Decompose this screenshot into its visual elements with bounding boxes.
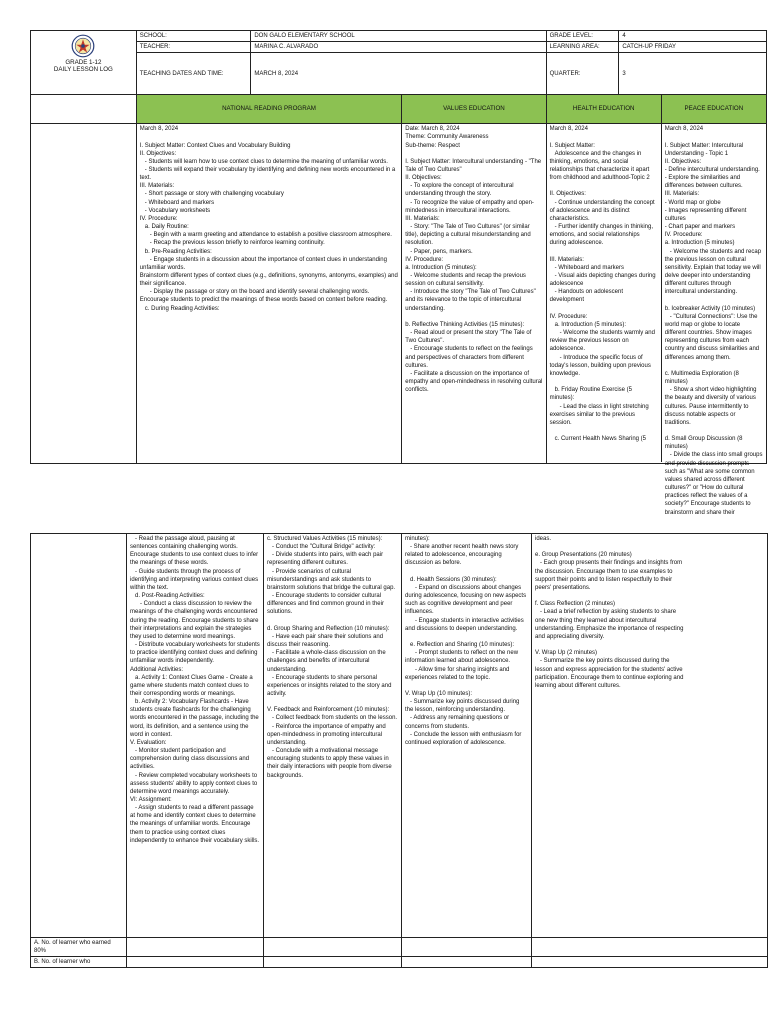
row-a-label: A. No. of learner who earned 80% [31, 938, 127, 957]
row-a-health [402, 938, 532, 957]
values-plan-cell [402, 124, 546, 464]
reading-plan-text: March 8, 2024 I. Subject Matter: Context Clues and Vocabulary Building II. Objectives: - Students will learn how to use context clues to determine the meaning of unfamiliar words. - Students will expand their vocabulary by identifying and defining new words encountered in a text. III. Materials: - Short passage or story with challenging vocabulary - Whiteboard and markers - Vocabulary worksheets IV. Procedure: a. Daily Routine: - Begin with a warm greeting and attendance to establish a positive classroom atmosphere. - Recap the previous lesson briefly to reinforce learning continuity. b. Pre-Reading Activities: - Engage students in a discussion about the importance of context clues in understanding unfamiliar words. Brainstorm different types of context clues (e.g., definitions, synonyms, antonyms, examples) and their significance. - Display the passage or story on the board and identify several challenging words. Encourage students to predict the meanings of these words based on context before reading. c. During Reading Activities: [139, 126, 398, 312]
row-label-content [31, 124, 137, 464]
reading-plan-cell [136, 124, 402, 464]
row-a-values [264, 938, 402, 957]
learning-area-label: LEARNING AREA: [546, 42, 619, 53]
column-header-reading: NATIONAL READING PROGRAM [136, 95, 402, 124]
row-label-content-cont [31, 534, 127, 938]
column-header-health: HEALTH EDUCATION [547, 95, 662, 123]
deped-seal-icon [71, 34, 95, 58]
grade-level-value: 4 [619, 31, 767, 42]
health-peace-plan-cell [546, 124, 766, 516]
values-plan-text: Date: March 8, 2024 Theme: Community Awareness Sub-theme: Respect I. Subject Matter: Intercultural understanding - "The Tale of Two Cultures" II. Objectives: - To explore the concept of intercultural understanding through the story. - To recognize the value of empathy and open-mindedness in intercultural interactions. III. Materials: - Story: "The Tale of Two Cultures" (or similar title), depicting a cultural misunderstanding and resolution. - Paper, pens, markers. IV. Procedure: a. Introduction (5 minutes): - Welcome students and recap the previous session on cultural sensitivity. - Introduce the story "The Tale of Two Cultures" and its relevance to the topic of intercultural understanding. b. Reflective Thinking Activities (15 minutes): - Read aloud or present the story "The Tale of Two Cultures". - Encourage students to reflect on the feelings and perspectives of characters from different cultures. - Facilitate a discussion on the importance of empathy and open-mindedness in resolving cultural conflicts. [405, 126, 543, 394]
lesson-log-table-page1 [30, 30, 767, 516]
teacher-label: TEACHER: [136, 42, 251, 53]
column-header-peace: PEACE EDUCATION [661, 95, 766, 123]
row-a-reading [127, 938, 264, 957]
reading-plan-cont-cell [127, 534, 264, 938]
teaching-dates-value: MARCH 8, 2024 [251, 53, 546, 95]
quarter-value: 3 [619, 53, 767, 95]
values-plan-cont-cell [264, 534, 402, 938]
school-value: DON GALO ELEMENTARY SCHOOL [251, 31, 546, 42]
health-plan-cell [547, 124, 662, 462]
peace-plan-text: March 8, 2024 I. Subject Matter: Intercultural Understanding - Topic 1 II. Objectives: - Define intercultural understanding. - Explore the similarities and differences between cultures. III. Materials: - World map or globe - Images representing different cultures - Chart paper and markers IV. Procedure: a. Introduction (5 minutes) - Welcome the students and recap the previous lesson on cultural sensitivity. Explain that today we will delve deeper into understanding different cultures through intercultural understanding. b. Icebreaker Activity (10 minutes) - "Cultural Connections": Use the world map or globe to locate different countries. Show images representing cultures from each country and discuss similarities and differences among them. c. Multimedia Exploration (8 minutes) - Show a short video highlighting the beauty and diversity of various cultures. Pause intermittently to discuss notable aspects or traditions. d. Small Group Discussion (8 minutes) - Divide the class into small groups and provide discussion prompts such as "What are some common values shared across different cultures?" or "How do cultural practices reflect the values of a society?" Encourage students to brainstorm and share their [664, 126, 763, 516]
log-title-line2: DAILY LESSON LOG [53, 66, 113, 74]
column-header-health-peace-wrap [546, 95, 766, 124]
health-peace-header [547, 95, 766, 123]
health-plan-cont-cell [402, 534, 532, 938]
health-plan-cont-text: minutes): - Share another recent health news story related to adolescence, encouraging discussion as before. d. Health Sessions (30 minutes): - Expand on discussions about changes during adolescence, focusing on new aspects such as cognitive development and peer influences. - Engage students in interactive activities and discussions to deepen understanding. e. Reflection and Sharing (10 minutes): - Prompt students to reflect on the new information learned about adolescence. - Allow time for sharing insights and experiences related to the topic. V. Wrap Up (10 minutes): - Summarize key points discussed during the lesson, reinforcing understanding. - Address any remaining questions or concerns from students. - Conclude the lesson with enthusiasm for continued exploration of adolescence. [405, 536, 527, 746]
row-b-reading [127, 957, 264, 968]
learning-area-value: CATCH-UP FRIDAY [619, 42, 767, 53]
quarter-label: QUARTER: [546, 53, 619, 95]
lesson-log-table-page2 [30, 533, 768, 968]
row-b-values [264, 957, 402, 968]
row-b-peace [532, 957, 768, 968]
peace-plan-cont-text: ideas. e. Group Presentations (20 minutes) - Each group presents their findings and insights from the discussion. Encourage them to use examples to support their points and to listen respectfully to their peers' presentations. f. Class Reflection (2 minutes) - Lead a brief reflection by asking students to share one new thing they learned about intercultural understanding. Emphasize the importance of respecting and appreciating diversity. V. Wrap Up (2 minutes) - Summarize the key points discussed during the lesson and express appreciation for the students' active participation. Encourage them to continue exploring and learning about different cultures. [535, 536, 684, 689]
row-b-label: B. No. of learner who [31, 957, 127, 968]
logo-cell [31, 31, 137, 95]
health-plan-text: March 8, 2024 I. Subject Matter: Adolescence and the changes in thinking, emotions, and social relationships that characterize it apart from childhood and adulthood-Topic 2 II. Objectives: - Continue understanding the concept of adolescence and its distinct characteristics. - Further identify changes in thinking, emotions, and social relationships during adolescence. III. Materials: - Whiteboard and markers - Visual aids depicting changes during adolescence - Handouts on adolescent development IV. Procedure: a. Introduction (5 minutes): - Welcome the students warmly and review the previous lesson on adolescence. - Introduce the specific focus of today's lesson, building upon previous knowledge. b. Friday Routine Exercise (5 minutes): - Lead the class in light stretching exercises similar to the previous session. c. Current Health News Sharing (5 [549, 126, 656, 443]
reading-plan-cont-text: - Read the passage aloud, pausing at sentences containing challenging words. Encourage students to use context clues to infer the meanings of these words. - Guide students through the process of identifying and interpreting various context clues within the text. d. Post-Reading Activities: - Conduct a class discussion to review the meanings of the challenging words encountered during the reading. Encourage students to share their interpretations and explain the strategies they used to determine word meanings. - Distribute vocabulary worksheets for students to practice identifying context clues and defining unfamiliar words independently. Additional Activities: a. Activity 1: Context Clues Game - Create a game where students match context clues to their corresponding words or meanings. b. Activity 2: Vocabulary Flashcards - Have students create flashcards for the challenging words encountered in the passage, including the word, its definition, and a sentence using the word in context. V. Evaluation: - Monitor student participation and comprehension during class discussions and activities. - Review completed vocabulary worksheets to assess students' ability to apply context clues to determine word meanings accurately. VI: Assignment: - Assign students to read a different passage at home and identify context clues to determine the meanings of unfamiliar words. Encourage them to practice using context clues independently to enhance their vocabulary skills. [130, 536, 260, 844]
school-label: SCHOOL: [136, 31, 251, 42]
row-label-empty [31, 95, 137, 124]
health-peace-plan-table [547, 124, 766, 516]
grade-level-label: GRADE LEVEL: [546, 31, 619, 42]
values-plan-cont-text: c. Structured Values Activities (15 minutes): - Conduct the "Cultural Bridge" activity: - Divide students into pairs, with each pair representing different cultures. - Provide scenarios of cultural misunderstandings and ask students to brainstorm solutions that bridge the cultural gap. - Encourage students to consider cultural differences and find common ground in their solutions. d. Group Sharing and Reflection (10 minutes): - Have each pair share their solutions and discuss their reasoning. - Facilitate a whole-class discussion on the challenges and benefits of intercultural understanding. - Encourage students to share personal experiences or insights related to the story and activity. V. Feedback and Reinforcement (10 minutes): - Collect feedback from students on the lesson. - Reinforce the importance of empathy and open-mindedness in promoting intercultural understanding. - Conclude with a motivational message encouraging students to apply these values in their daily interactions with people from diverse backgrounds. [267, 536, 398, 779]
column-header-values: VALUES EDUCATION [402, 95, 546, 124]
row-b-health [402, 957, 532, 968]
teaching-dates-label: TEACHING DATES AND TIME: [136, 53, 251, 95]
teacher-value: MARINA C. ALVARADO [251, 42, 546, 53]
row-a-peace [532, 938, 768, 957]
log-title-line1: GRADE 1-12 [65, 59, 102, 66]
peace-plan-cont-cell [532, 534, 768, 938]
peace-plan-cell [661, 124, 766, 516]
